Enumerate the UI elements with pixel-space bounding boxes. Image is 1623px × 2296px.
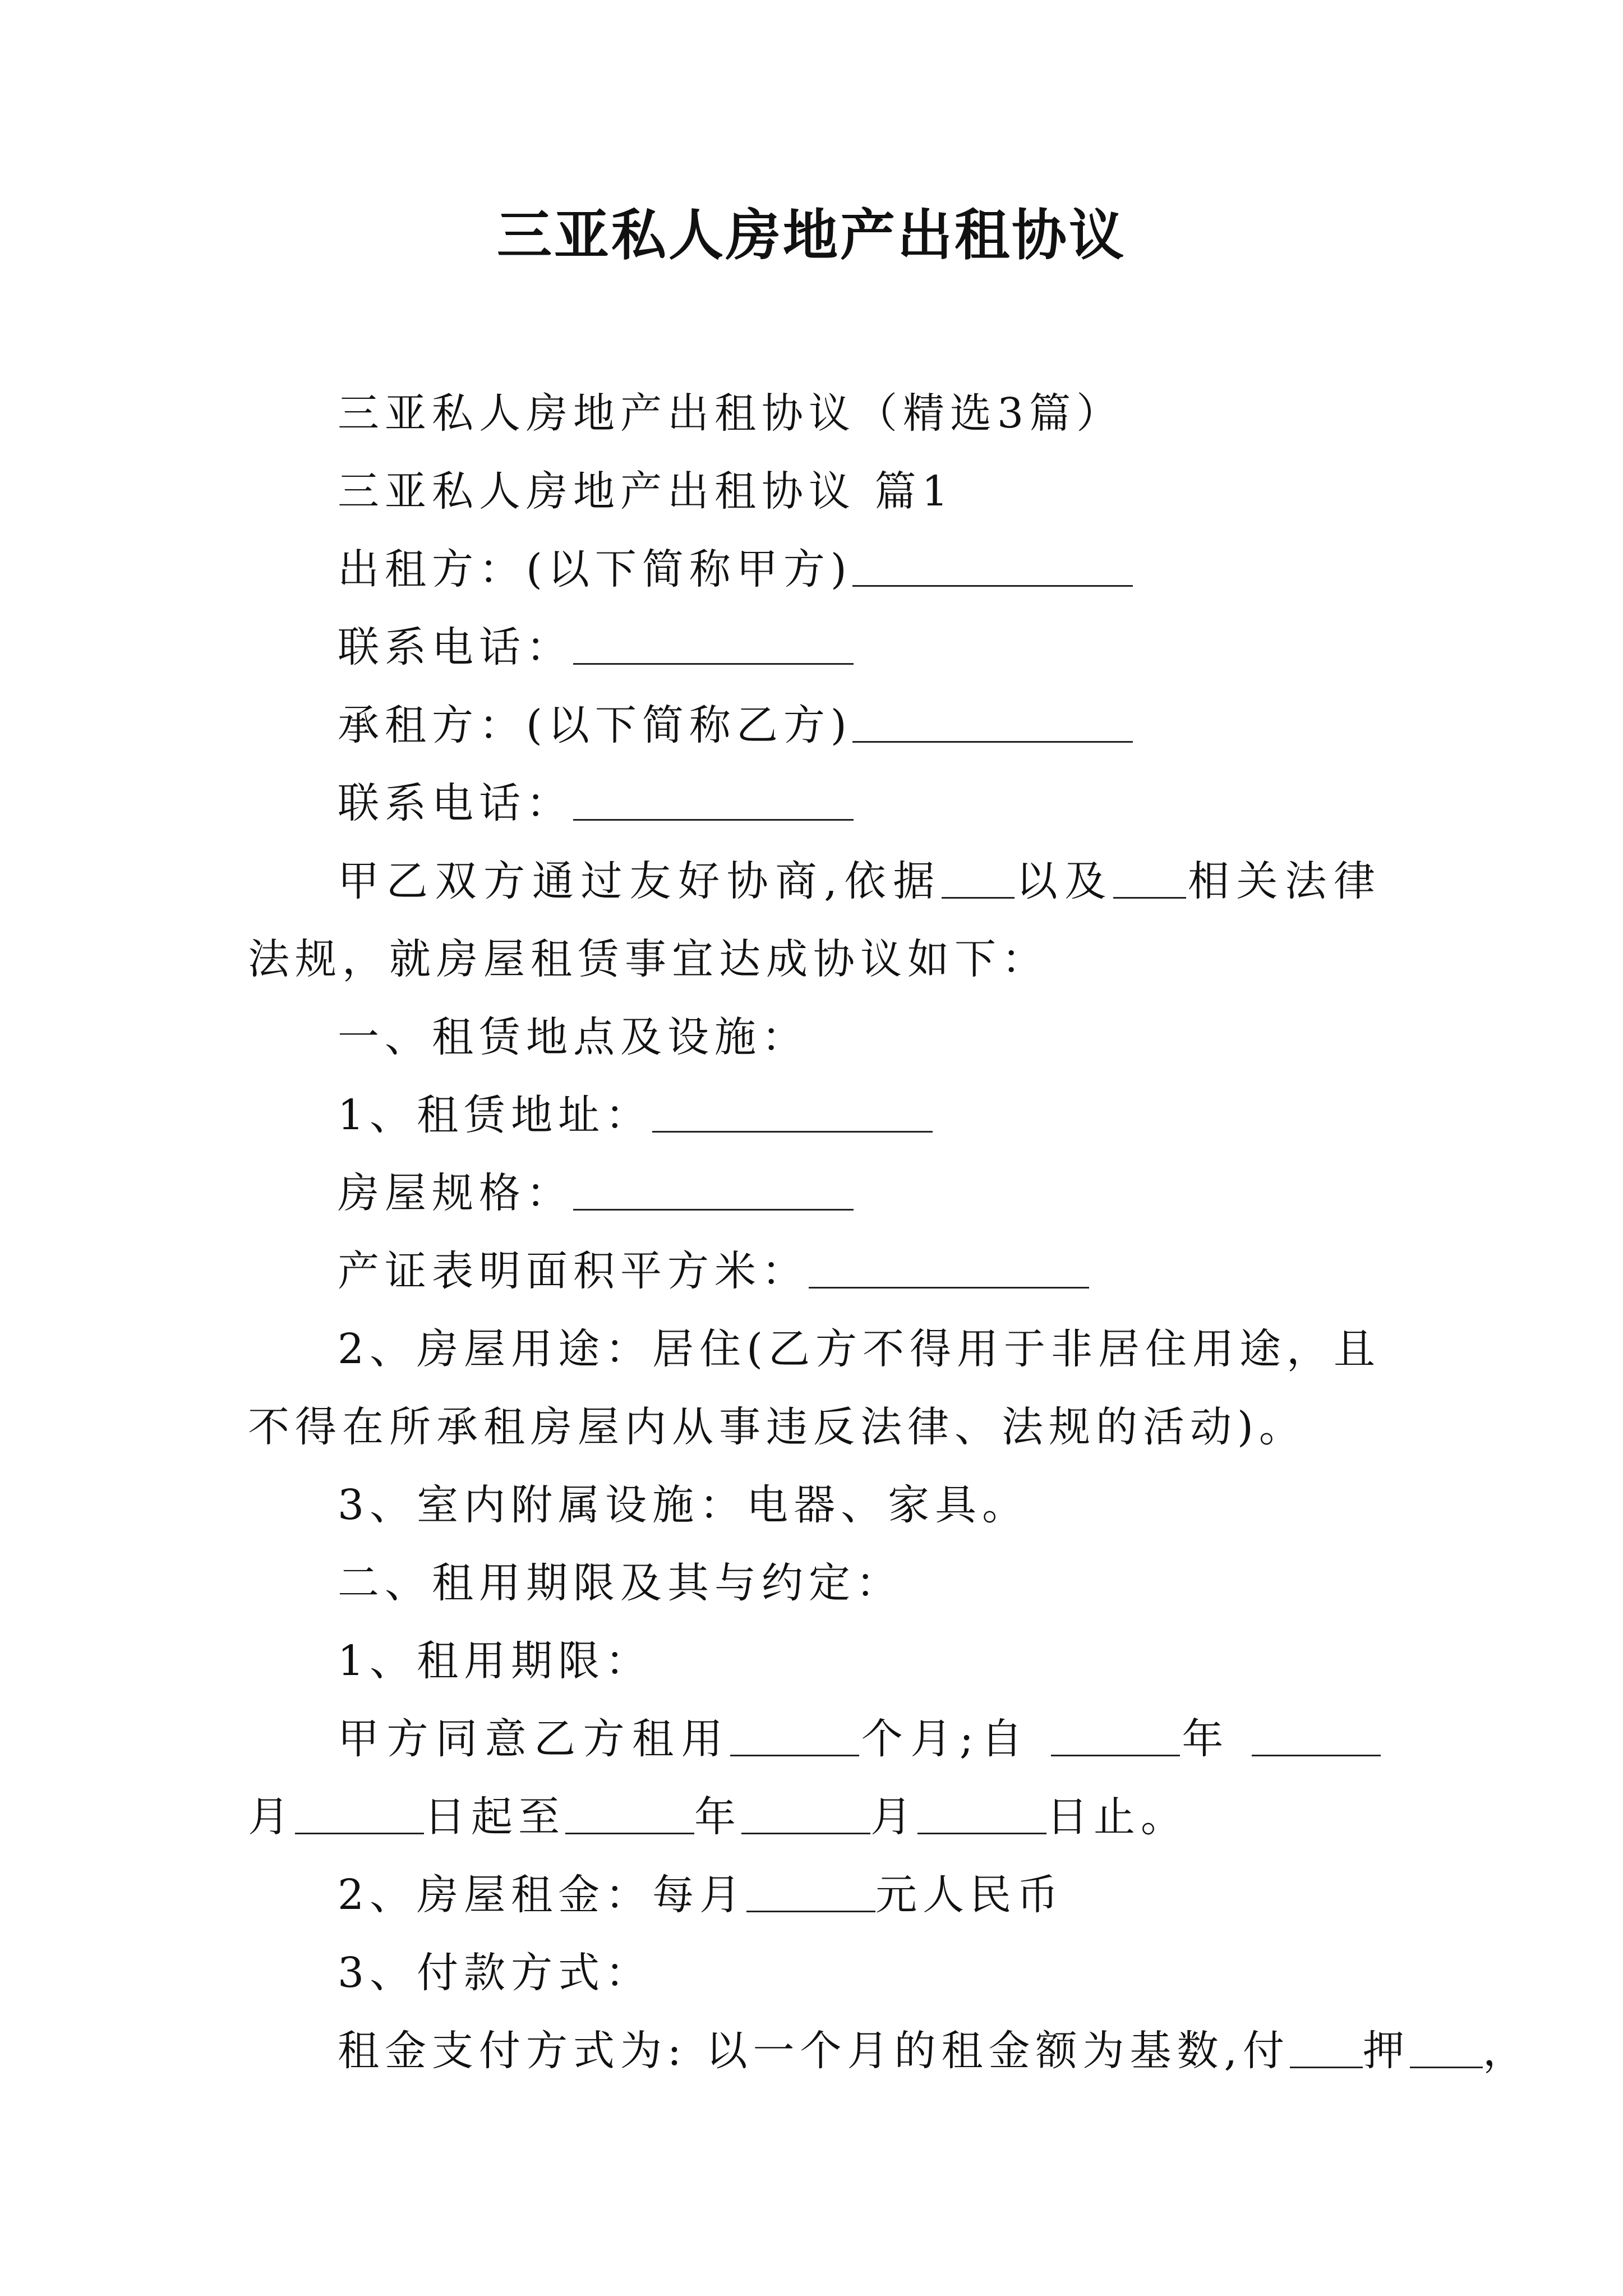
paragraph-agreement-basis: 甲乙双方通过友好协商,依据 以及 相关法律法规，就房屋租赁事宜达成协议如下： (248, 857, 1381, 983)
document-title: 三亚私人房地产出租协议 (496, 203, 1126, 268)
fill-blank (852, 545, 1133, 587)
paragraph-subtitle: 三亚私人房地产出租协议（精选3篇） (338, 389, 1124, 438)
paragraph-rent: 2、房屋租金：每月 元人民币 (338, 1871, 1064, 1919)
fill-blank (730, 1714, 859, 1756)
paragraph-lessor-phone: 联系电话： (248, 609, 1381, 687)
paragraph-house-use: 2、房屋用途：居住(乙方不得用于非居住用途，且不得在所承租房屋内从事违反法律、法规的活动)。 (248, 1325, 1381, 1451)
fill-blank (573, 1168, 854, 1211)
fill-blank (565, 1792, 694, 1834)
fill-blank (573, 779, 854, 821)
fill-blank (746, 1870, 875, 1912)
fill-blank (573, 623, 854, 665)
document-body (248, 375, 1530, 2090)
paragraph-facilities: 3、室内附属设施：电器、家具。 (338, 1481, 1030, 1529)
fill-blank (1410, 2026, 1483, 2068)
paragraph-payment-detail: 租金支付方式为: 以一个月的租金额为基数,付 押 ， (338, 2027, 1530, 2075)
fill-blank (295, 1792, 424, 1834)
paragraph-section-heading: 三亚私人房地产出租协议 篇1 (338, 467, 954, 516)
paragraph-lease-period: 甲方同意乙方租用 个月;自 年 月 日起至 年 月 日止。 (248, 1700, 1381, 1856)
paragraph-house-spec: 房屋规格： (248, 1154, 1381, 1232)
fill-blank (741, 1792, 870, 1834)
paragraph-area: 产证表明面积平方米： (248, 1232, 1381, 1310)
paragraph-lessor: 出租方：(以下简称甲方) (248, 531, 1381, 609)
paragraph-lessee: 承租方：(以下简称乙方) (248, 687, 1381, 765)
fill-blank (942, 857, 1015, 899)
fill-blank (1290, 2026, 1363, 2068)
paragraph-section-one: 一、租赁地点及设施： (338, 1013, 809, 1061)
fill-blank (652, 1091, 933, 1133)
fill-blank (1113, 857, 1186, 899)
fill-blank (1051, 1714, 1180, 1756)
paragraph-payment-method: 3、付款方式： (338, 1949, 653, 1997)
paragraph-lessee-phone: 联系电话： (248, 765, 1381, 843)
paragraph-lease-term: 1、租用期限： (338, 1637, 653, 1685)
fill-blank (917, 1792, 1046, 1834)
fill-blank (809, 1246, 1089, 1289)
fill-blank (1252, 1714, 1381, 1756)
paragraph-lease-address: 1、租赁地址： (248, 1076, 1381, 1154)
fill-blank (852, 701, 1133, 743)
paragraph-section-two: 二、租用期限及其与约定： (338, 1559, 903, 1607)
